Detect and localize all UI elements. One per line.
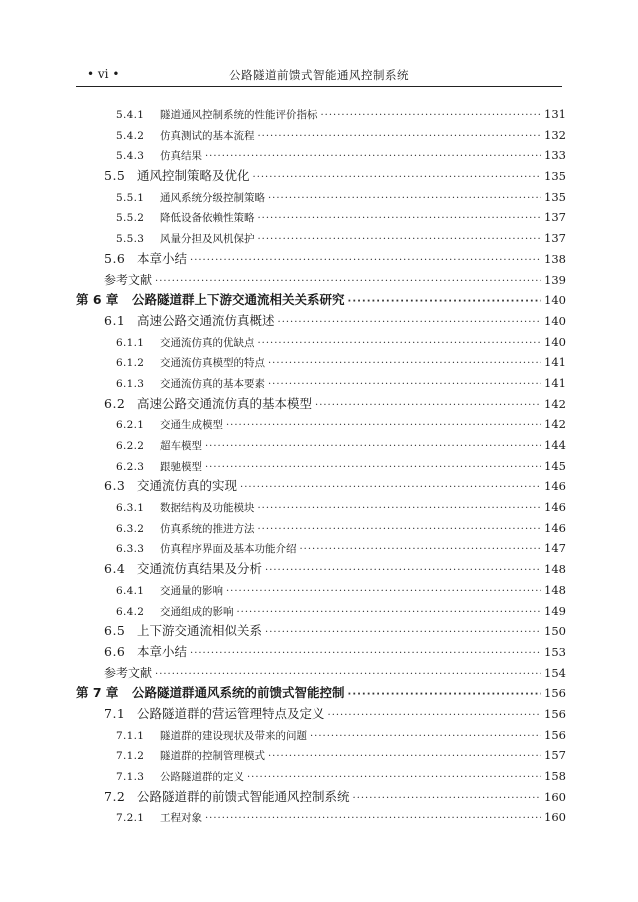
running-title: 公路隧道前馈式智能通风控制系统 <box>229 68 409 82</box>
dot-leader <box>300 545 542 555</box>
toc-entry-title: 公路隧道群的前馈式智能通风控制系统 <box>137 788 350 804</box>
toc-chapter-entry[interactable] <box>76 683 566 704</box>
dot-leader <box>315 401 541 411</box>
toc-entry-page: 146 <box>544 500 566 515</box>
toc-entry-title: 仿真测试的基本流程 <box>160 129 255 142</box>
toc-entry-page: 135 <box>544 169 566 184</box>
toc-entry-title: 本章小结 <box>137 643 188 659</box>
toc-entry-number: 7.2 <box>104 788 126 804</box>
toc-entry-number: 6.4.1 <box>116 584 145 597</box>
dot-leader <box>353 794 542 804</box>
toc-entry[interactable] <box>76 725 566 746</box>
toc-entry-page: 141 <box>544 355 566 370</box>
toc-entry-number: 6.2.3 <box>116 460 145 473</box>
dot-leader <box>268 380 541 390</box>
toc-entry-number: 6.3 <box>104 478 126 494</box>
toc-entry-page: 160 <box>544 810 566 825</box>
toc-entry-page: 137 <box>544 231 566 246</box>
toc-entry-page: 142 <box>544 396 566 411</box>
toc-entry-page: 160 <box>544 789 566 804</box>
toc-entry-number: 7.1 <box>104 705 126 721</box>
toc-entry-title: 通风系统分级控制策略 <box>160 191 265 204</box>
toc-entry-title: 数据结构及功能模块 <box>160 502 255 515</box>
dot-leader <box>321 111 542 121</box>
toc-entry-number: 6.3.3 <box>116 543 145 556</box>
toc-entry[interactable] <box>76 145 566 166</box>
toc-entry-title: 交通组成的影响 <box>160 605 234 618</box>
toc-entry[interactable] <box>76 621 566 642</box>
toc-entry-title: 交通量的影响 <box>160 584 223 597</box>
dot-leader <box>268 752 541 762</box>
toc-entry[interactable] <box>76 518 566 539</box>
toc-entry[interactable] <box>76 228 566 249</box>
toc-entry-title: 公路隧道群上下游交通流相关关系研究 <box>132 292 345 308</box>
toc-entry-title: 通风控制策略及优化 <box>137 168 250 184</box>
toc-entry[interactable] <box>76 807 566 828</box>
dot-leader <box>190 649 541 659</box>
dot-leader <box>237 608 542 618</box>
toc-entry[interactable] <box>76 435 566 456</box>
toc-entry-page: 156 <box>544 706 566 721</box>
running-header <box>76 64 562 87</box>
toc-entry[interactable] <box>76 456 566 477</box>
toc-entry-page: 139 <box>544 272 566 287</box>
page-number: • vi • <box>87 67 120 81</box>
toc-entry-title: 交通生成模型 <box>160 419 223 432</box>
toc-entry-title: 参考文献 <box>104 665 153 680</box>
toc-entry[interactable] <box>76 125 566 146</box>
toc-entry-page: 140 <box>544 293 566 308</box>
toc-entry-page: 138 <box>544 251 566 266</box>
toc-references-entry[interactable] <box>76 663 566 684</box>
toc-entry-page: 148 <box>544 562 566 577</box>
toc-entry-number: 5.5 <box>104 168 126 184</box>
toc-entry-number: 5.4.1 <box>116 109 145 121</box>
toc-entry-number: 第 7 章 <box>76 685 119 701</box>
dot-leader <box>348 297 542 307</box>
toc-entry[interactable] <box>76 642 566 663</box>
toc-entry-page: 141 <box>544 375 566 390</box>
toc-entry[interactable] <box>76 601 566 622</box>
toc-entry[interactable] <box>76 249 566 270</box>
toc-entry-title: 高速公路交通流仿真概述 <box>137 312 275 328</box>
toc-entry-title: 仿真程序界面及基本功能介绍 <box>160 543 297 556</box>
toc-entry-title: 隧道群的控制管理模式 <box>160 750 265 763</box>
dot-leader <box>258 339 542 349</box>
toc-entry-number: 5.5.1 <box>116 191 145 204</box>
toc-entry-page: 153 <box>544 644 566 659</box>
dot-leader <box>265 628 541 638</box>
toc-entry-page: 135 <box>544 189 566 204</box>
toc-entry-page: 145 <box>544 458 566 473</box>
dot-leader <box>258 132 542 142</box>
dot-leader <box>310 732 541 742</box>
dot-leader <box>258 525 542 535</box>
toc-entry-title: 上下游交通流相似关系 <box>137 623 263 639</box>
toc-entry-number: 5.5.3 <box>116 233 145 246</box>
toc-entry-number: 6.5 <box>104 623 126 639</box>
toc-entry-page: 157 <box>544 748 566 763</box>
toc-entry-number: 6.1.3 <box>116 377 145 390</box>
toc-entry-page: 132 <box>544 127 566 142</box>
toc-entry[interactable] <box>76 207 566 228</box>
toc-entry-number: 5.6 <box>104 250 126 266</box>
dot-leader <box>258 214 542 224</box>
toc-entry-page: 142 <box>544 417 566 432</box>
toc-entry-title: 公路隧道群通风系统的前馈式智能控制 <box>132 685 345 701</box>
dot-leader <box>226 587 541 597</box>
toc-entry[interactable] <box>76 104 566 125</box>
dot-leader <box>253 173 542 183</box>
toc-entry-number: 7.1.3 <box>116 771 145 783</box>
toc-entry-number: 6.1.1 <box>116 336 145 349</box>
toc-entry-number: 6.1.2 <box>116 357 145 370</box>
dot-leader <box>205 463 541 473</box>
dot-leader <box>278 318 542 328</box>
toc-entry[interactable] <box>76 373 566 394</box>
toc-entry[interactable] <box>76 787 566 808</box>
toc-entry[interactable] <box>76 311 566 332</box>
toc-entry[interactable] <box>76 332 566 353</box>
toc-entry[interactable] <box>76 352 566 373</box>
toc-chapter-entry[interactable] <box>76 290 566 311</box>
toc-entry-title: 本章小结 <box>137 250 188 266</box>
toc-entry-title: 公路隧道群的营运管理特点及定义 <box>137 705 325 721</box>
toc-entry-page: 154 <box>544 665 566 680</box>
toc-entry[interactable] <box>76 745 566 766</box>
toc-entry[interactable] <box>76 166 566 187</box>
dot-leader <box>205 152 541 162</box>
toc-entry-number: 7.2.1 <box>116 812 145 825</box>
toc-entry-number: 第 6 章 <box>76 292 119 308</box>
toc-entry-number: 7.1.1 <box>116 729 145 742</box>
toc-entry-page: 156 <box>544 686 566 701</box>
dot-leader <box>155 277 541 287</box>
toc-entry-page: 140 <box>544 313 566 328</box>
toc-entry-page: 146 <box>544 520 566 535</box>
dot-leader <box>190 256 541 266</box>
toc-entry-number: 6.4 <box>104 561 126 577</box>
toc-entry-title: 交通流仿真的基本要素 <box>160 377 265 390</box>
toc-entry[interactable] <box>76 497 566 518</box>
dot-leader <box>265 566 541 576</box>
toc-entry[interactable] <box>76 559 566 580</box>
dot-leader <box>240 483 541 493</box>
toc-entry-number: 5.4.2 <box>116 129 145 142</box>
toc-entry[interactable] <box>76 766 566 787</box>
toc-entry-title: 公路隧道群的定义 <box>160 771 244 783</box>
toc-entry-title: 隧道群的建设现状及带来的问题 <box>160 729 307 742</box>
dot-leader <box>155 670 541 680</box>
toc-entry-title: 仿真结果 <box>160 150 202 163</box>
dot-leader <box>226 421 541 431</box>
toc-entry[interactable] <box>76 580 566 601</box>
dot-leader <box>205 814 541 824</box>
toc-entry-number: 6.4.2 <box>116 605 145 618</box>
toc-entry[interactable] <box>76 476 566 497</box>
toc-entry-page: 156 <box>544 727 566 742</box>
dot-leader <box>205 442 541 452</box>
toc-entry-title: 仿真系统的推进方法 <box>160 522 255 535</box>
toc-entry[interactable] <box>76 394 566 415</box>
toc-entry-number: 5.4.3 <box>116 150 145 163</box>
toc-entry-title: 交通流仿真的实现 <box>137 478 238 494</box>
toc-entry-page: 150 <box>544 624 566 639</box>
toc-entry-page: 147 <box>544 541 566 556</box>
toc-entry[interactable] <box>76 704 566 725</box>
toc-entry-title: 交通流仿真结果及分析 <box>137 561 263 577</box>
toc-entry-title: 超车模型 <box>160 440 202 452</box>
toc-entry-number: 6.2 <box>104 395 126 411</box>
dot-leader <box>268 194 541 204</box>
toc-entry-page: 133 <box>544 148 566 163</box>
toc-entry-title: 参考文献 <box>104 272 153 287</box>
toc-entry-title: 风量分担及风机保护 <box>160 233 255 246</box>
toc-entry[interactable] <box>76 187 566 208</box>
toc-entry-page: 137 <box>544 210 566 225</box>
table-of-contents <box>76 104 566 828</box>
toc-entry-title: 跟驰模型 <box>160 460 202 473</box>
toc-entry-title: 工程对象 <box>160 812 202 825</box>
toc-entry[interactable] <box>76 414 566 435</box>
toc-entry-title: 隧道通风控制系统的性能评价指标 <box>160 109 318 121</box>
toc-entry-page: 144 <box>544 438 566 452</box>
dot-leader <box>258 235 542 245</box>
toc-entry-title: 降低设备依赖性策略 <box>160 212 255 225</box>
toc-entry-page: 158 <box>544 769 566 783</box>
dot-leader <box>268 359 541 369</box>
toc-entry-page: 149 <box>544 603 566 618</box>
toc-entry-number: 7.1.2 <box>116 750 145 763</box>
toc-entry-title: 交通流仿真的优缺点 <box>160 336 255 349</box>
toc-entry-title: 高速公路交通流仿真的基本模型 <box>137 395 313 411</box>
dot-leader <box>348 690 542 700</box>
dot-leader <box>247 773 541 783</box>
toc-references-entry[interactable] <box>76 270 566 291</box>
toc-entry-page: 146 <box>544 479 566 494</box>
toc-entry-page: 140 <box>544 334 566 349</box>
toc-entry[interactable] <box>76 538 566 559</box>
toc-entry-page: 131 <box>544 107 566 121</box>
toc-entry-page: 148 <box>544 582 566 597</box>
toc-entry-title: 交通流仿真模型的特点 <box>160 357 265 370</box>
toc-entry-number: 6.2.2 <box>116 440 145 452</box>
toc-entry-number: 6.6 <box>104 643 126 659</box>
toc-entry-number: 5.5.2 <box>116 212 145 225</box>
toc-entry-number: 6.3.2 <box>116 522 145 535</box>
dot-leader <box>258 504 542 514</box>
dot-leader <box>328 711 542 721</box>
toc-entry-number: 6.3.1 <box>116 502 145 515</box>
toc-entry-number: 6.2.1 <box>116 419 145 432</box>
toc-entry-number: 6.1 <box>104 312 126 328</box>
